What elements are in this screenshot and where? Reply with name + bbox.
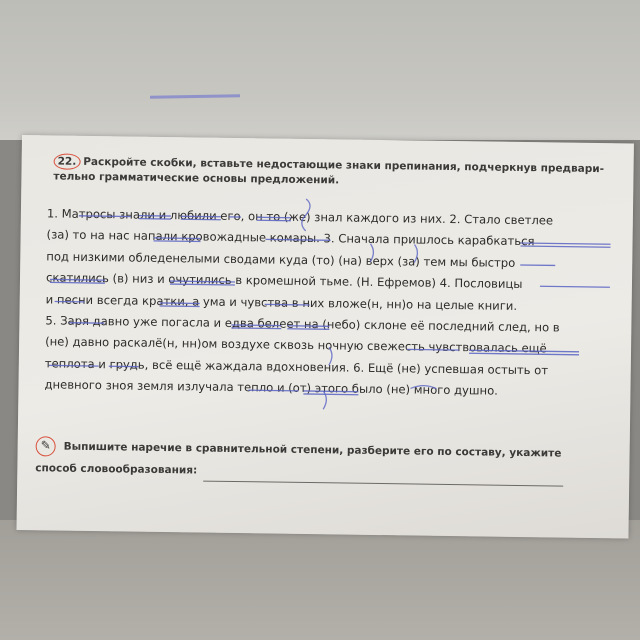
instruction-line-2: тельно грамматические основы предложений. xyxy=(53,170,340,187)
text-line: и песни всегда кратки, а ума и чувства в них вложе(н, нн)о на целые книги. xyxy=(45,291,518,313)
next-task-line-2: способ словообразования: xyxy=(35,462,198,477)
text-line: дневного зноя земля излучала тепло и (от) этого было (не) много душно. xyxy=(44,377,499,398)
next-task-line-1: Выпишите наречие в сравнительной степени, разберите его по составу, укажите xyxy=(63,440,562,460)
answer-blank-line xyxy=(203,481,563,487)
text-line: теплота и грудь, всё ещё жаждала вдохновения. 6. Ещё (не) успевшая остыть от xyxy=(44,356,549,378)
photo-background-bottom xyxy=(0,520,640,640)
ink-stroke xyxy=(150,94,240,99)
instruction-line-1: Раскройте скобки, вставьте недостающие знаки препинания, подчеркнув предвари- xyxy=(83,155,605,176)
text-line: под низкими обледенелыми сводами куда (то) (на) верх (за) тем мы быстро xyxy=(46,249,516,270)
pencil-icon: ✎ xyxy=(36,436,56,456)
text-line: скатились (в) низ и очутились в кромешной тьме. (Н. Ефремов) 4. Пословицы xyxy=(45,270,523,292)
exercise-text xyxy=(44,203,622,404)
text-line: 1. Матросы знали и любили его, он то (же) знал каждого из них. 2. Стало светлее xyxy=(46,206,554,228)
textbook-page xyxy=(16,135,633,539)
text-line: (за) то на нас напали кровожадные комары. 3. Сначала пришлось карабкаться xyxy=(46,227,535,249)
task-number-circled: 22. xyxy=(54,153,81,169)
task-22-instruction xyxy=(53,153,613,191)
text-line: 5. Заря давно уже погасла и едва белеет на (небо) склоне её последний след, но в xyxy=(45,313,560,335)
photo-background-top xyxy=(0,0,640,140)
text-line: (не) давно раскалё(н, нн)ом воздухе сквозь ночную свежесть чувствовалась ещё xyxy=(45,334,547,356)
next-task xyxy=(35,435,621,487)
